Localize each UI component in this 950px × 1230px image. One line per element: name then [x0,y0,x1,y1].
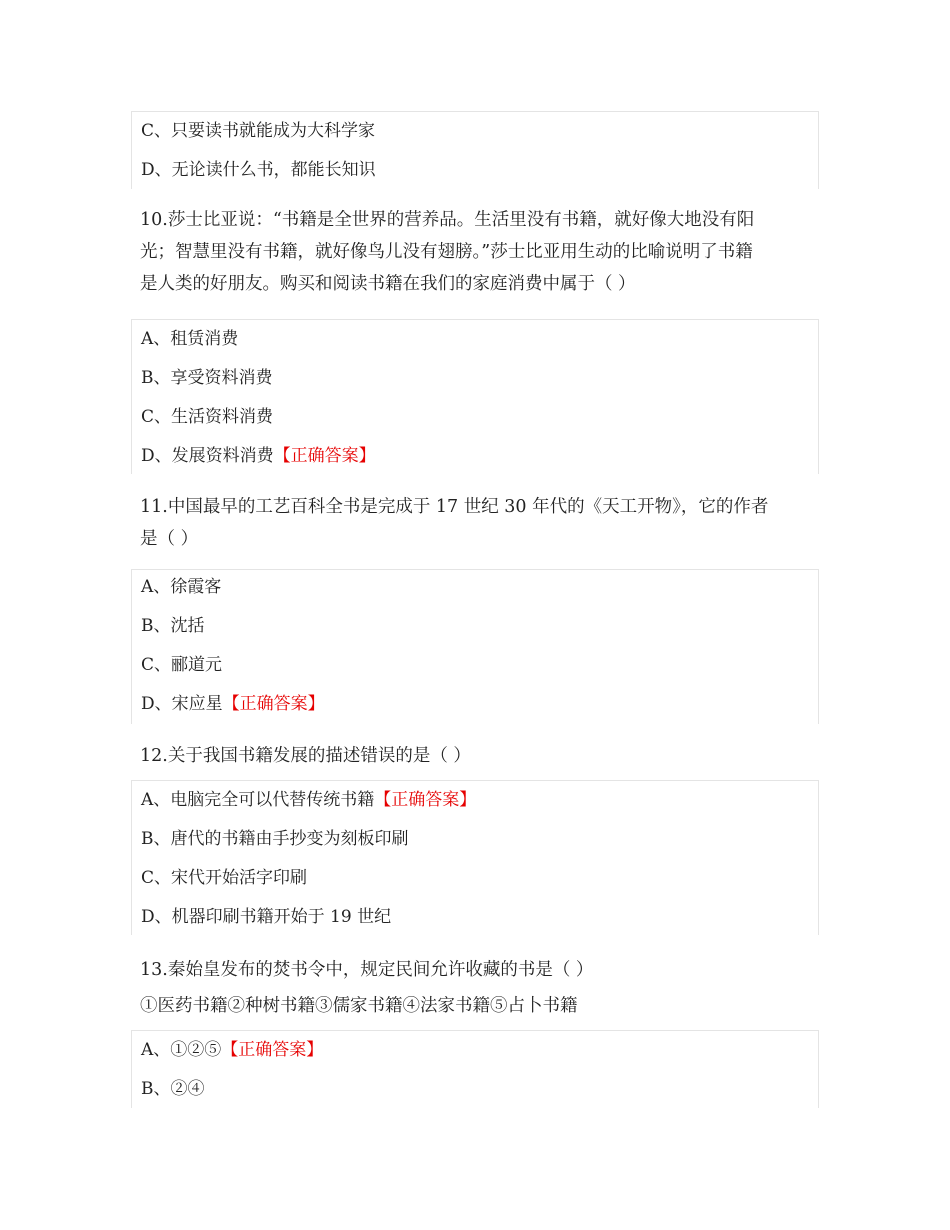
option-d[interactable] [141,445,376,467]
option-text: C、只要读书就能成为大科学家 [141,121,376,141]
options-box-q12 [131,780,819,935]
options-box-q11 [131,569,819,724]
option-text: C、宋代开始活字印刷 [141,868,308,888]
question-line: 光；智慧里没有书籍，就好像鸟儿没有翅膀。”莎士比亚用生动的比喻说明了书籍 [140,242,753,262]
option-c[interactable] [141,867,307,889]
correct-answer-tag: 【正确答案】 [273,446,376,466]
option-text: A、徐霞客 [141,577,222,597]
question-13 [140,952,810,1024]
option-d[interactable] [141,159,376,181]
correct-answer-tag: 【正确答案】 [221,1040,324,1060]
option-a[interactable] [141,328,238,350]
options-box-q9 [131,111,819,189]
question-line: 13.秦始皇发布的焚书令中，规定民间允许收藏的书是（ ） [140,960,594,980]
option-text: D、宋应星 [141,694,223,714]
question-10 [140,204,810,300]
option-d[interactable] [141,906,391,928]
option-a[interactable] [141,1039,323,1061]
option-text: D、无论读什么书，都能长知识 [141,160,376,180]
option-text: B、沈括 [141,616,205,636]
question-line: 是人类的好朋友。购买和阅读书籍在我们的家庭消费中属于（ ） [140,274,636,294]
options-box-q13 [131,1030,819,1108]
option-a[interactable] [141,789,476,811]
option-text: B、②④ [141,1079,205,1099]
options-box-q10 [131,319,819,474]
option-b[interactable] [141,615,205,637]
option-d[interactable] [141,693,325,715]
option-text: C、生活资料消费 [141,407,274,427]
question-line: 是（ ） [140,529,199,549]
correct-answer-tag: 【正确答案】 [222,694,325,714]
option-text: D、机器印刷书籍开始于 19 世纪 [141,907,392,927]
question-line: 10.莎士比亚说：“书籍是全世界的营养品。生活里没有书籍，就好像大地没有阳 [140,210,755,230]
question-11 [140,491,810,555]
option-text: C、郦道元 [141,655,223,675]
option-c[interactable] [141,406,273,428]
question-12 [140,740,810,772]
question-line: ①医药书籍②种树书籍③儒家书籍④法家书籍⑤占卜书籍 [140,996,578,1016]
option-b[interactable] [141,367,273,389]
option-text: B、唐代的书籍由手抄变为刻板印刷 [141,829,409,849]
question-line: 12.关于我国书籍发展的描述错误的是（ ） [140,746,471,766]
option-text: A、①②⑤ [141,1040,222,1060]
option-text: B、享受资料消费 [141,368,273,388]
option-text: A、电脑完全可以代替传统书籍 [141,790,375,810]
correct-answer-tag: 【正确答案】 [374,790,477,810]
option-b[interactable] [141,828,409,850]
option-text: A、租赁消费 [141,329,239,349]
option-c[interactable] [141,654,222,676]
option-c[interactable] [141,120,375,142]
option-text: D、发展资料消费 [141,446,274,466]
question-line: 11.中国最早的工艺百科全书是完成于 17 世纪 30 年代的《天工开物》，它的作者 [140,497,769,517]
option-b[interactable] [141,1078,205,1100]
option-a[interactable] [141,576,221,598]
